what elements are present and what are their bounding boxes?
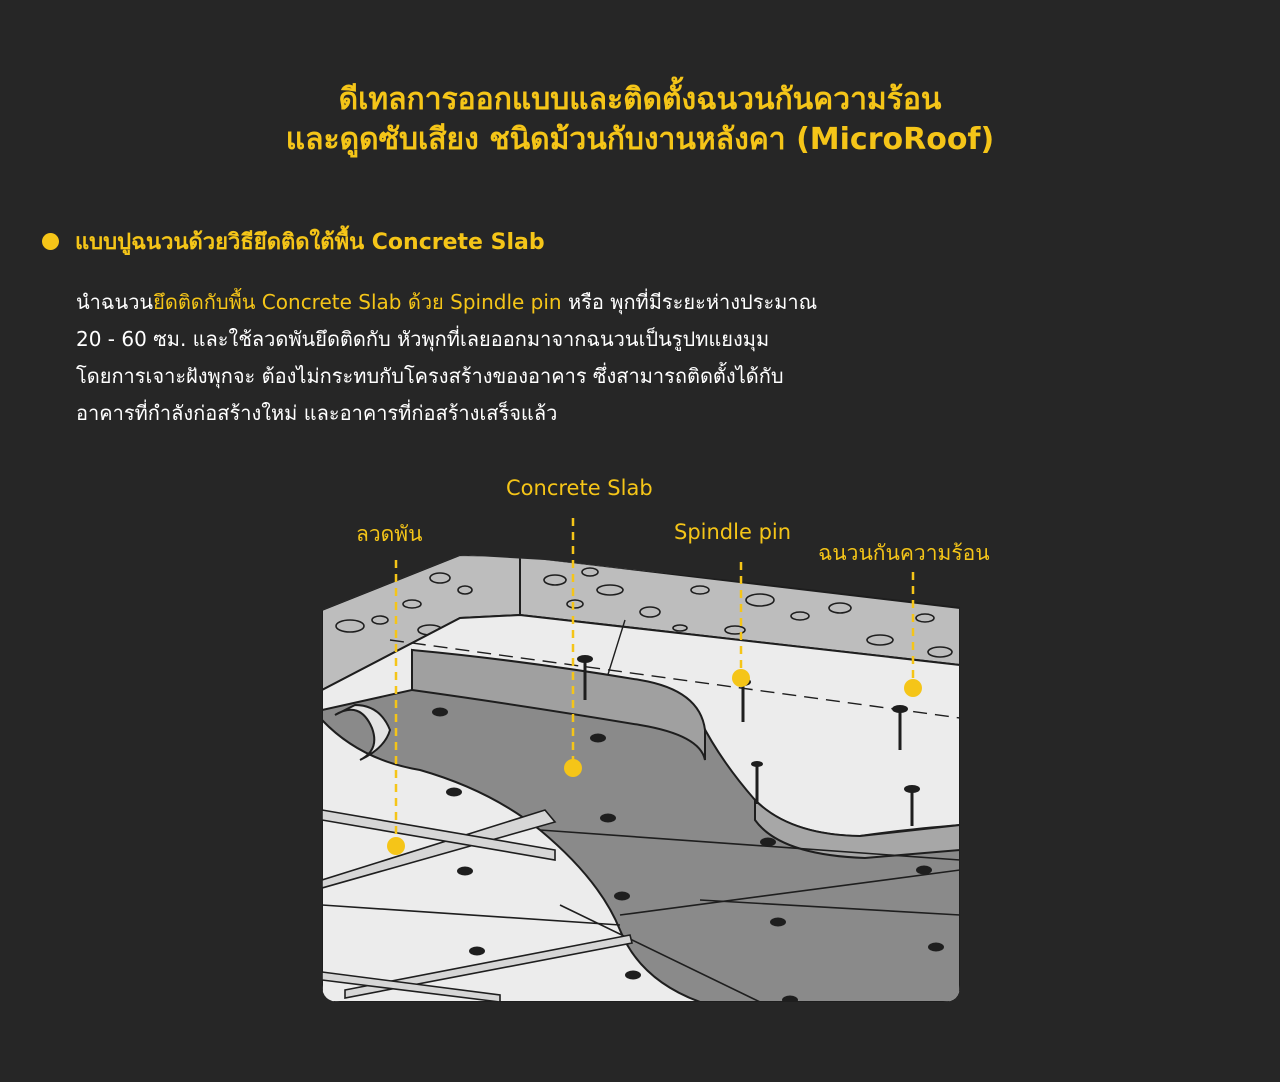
callout-wire-label: ลวดพัน xyxy=(356,522,423,546)
title-line-1: ดีเทลการออกแบบและติดตั้งฉนวนกันความร้อน xyxy=(338,82,942,117)
description-suffix: หรือ พุกที่มีระยะห่างประมาณ xyxy=(561,290,818,314)
description-line-4: อาคารที่กำลังก่อสร้างใหม่ และอาคารที่ก่อสร้างเสร็จแล้ว xyxy=(76,401,558,425)
callout-spindle-label: Spindle pin xyxy=(674,520,792,544)
description-line-3: โดยการเจาะฝังพุกจะ ต้องไม่กระทบกับโครงสร้างของอาคาร ซึ่งสามารถติดตั้งได้กับ xyxy=(76,364,784,388)
description-line-2: 20 - 60 ซม. และใช้ลวดพันยึดติดกับ หัวพุกที่เลยออกมาจากฉนวนเป็นรูปทแยงมุม xyxy=(76,327,770,351)
description-prefix: นำฉนวน xyxy=(76,290,154,314)
section-heading-text: แบบปูฉนวนด้วยวิธียึดติดใต้พื้น Concrete Slab xyxy=(75,230,545,255)
callout-insulation-label: ฉนวนกันความร้อน xyxy=(818,541,990,565)
description-highlight: ยึดติดกับพื้น Concrete Slab ด้วย Spindle pin xyxy=(153,290,562,314)
callout-concrete-label: Concrete Slab xyxy=(506,476,653,500)
title-line-2: และดูดซับเสียง ชนิดม้วนกับงานหลังคา (MicroRoof) xyxy=(285,122,995,157)
